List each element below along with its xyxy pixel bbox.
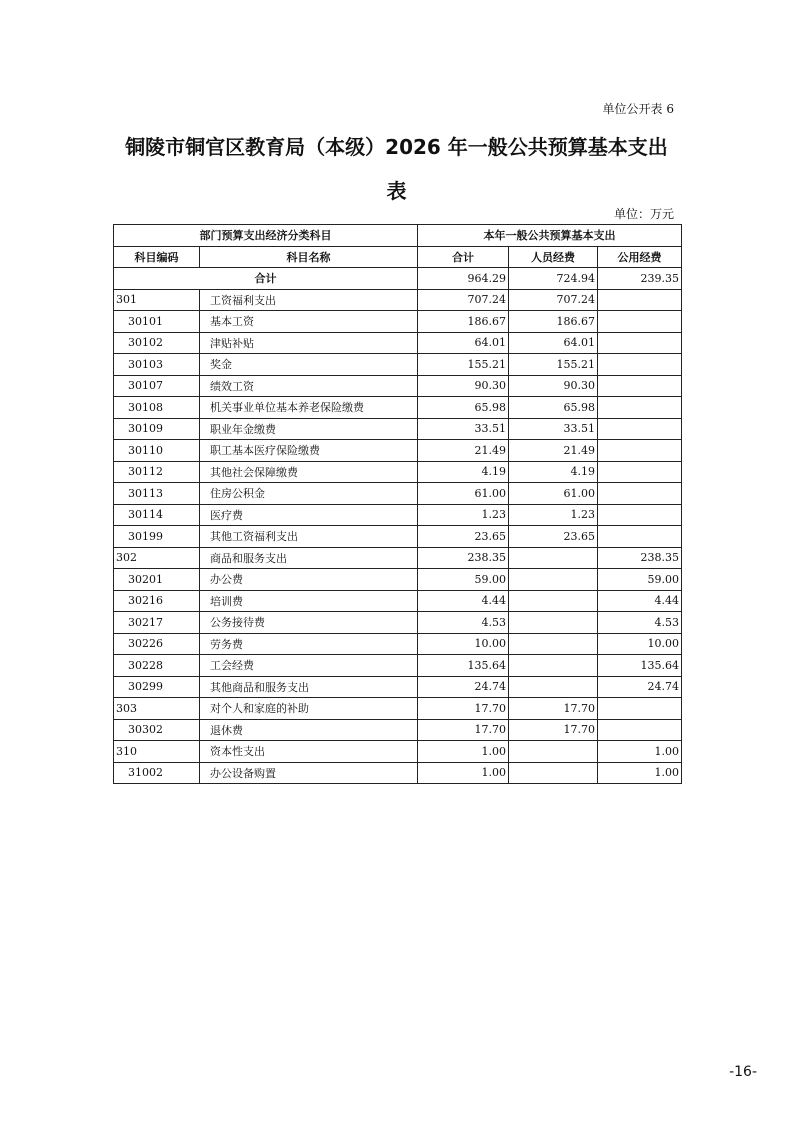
row-code: 30302 [114, 719, 200, 741]
row-name: 工会经费 [200, 655, 418, 677]
row-name: 商品和服务支出 [200, 547, 418, 569]
row-public [598, 719, 682, 741]
row-public [598, 526, 682, 548]
total-amount: 964.29 [418, 268, 509, 290]
row-public [598, 483, 682, 505]
row-code: 30110 [114, 440, 200, 462]
row-code: 30102 [114, 332, 200, 354]
page-number: -16- [729, 1064, 757, 1080]
row-personnel: 21.49 [509, 440, 598, 462]
table-row [114, 483, 682, 505]
row-total: 23.65 [418, 526, 509, 548]
row-name: 基本工资 [200, 311, 418, 333]
row-name: 机关事业单位基本养老保险缴费 [200, 397, 418, 419]
table-row [114, 440, 682, 462]
row-personnel [509, 762, 598, 784]
row-total: 65.98 [418, 397, 509, 419]
row-total: 135.64 [418, 655, 509, 677]
row-public: 1.00 [598, 741, 682, 763]
table-row [114, 418, 682, 440]
row-name: 医疗费 [200, 504, 418, 526]
row-code: 30113 [114, 483, 200, 505]
row-public [598, 418, 682, 440]
row-public: 238.35 [598, 547, 682, 569]
row-public [598, 354, 682, 376]
table-row [114, 698, 682, 720]
row-public [598, 375, 682, 397]
row-personnel [509, 590, 598, 612]
row-name: 住房公积金 [200, 483, 418, 505]
total-label: 合计 [114, 268, 418, 290]
row-public: 1.00 [598, 762, 682, 784]
row-total: 10.00 [418, 633, 509, 655]
row-personnel: 4.19 [509, 461, 598, 483]
row-name: 绩效工资 [200, 375, 418, 397]
row-total: 17.70 [418, 719, 509, 741]
table-row [114, 590, 682, 612]
row-personnel: 155.21 [509, 354, 598, 376]
row-personnel: 61.00 [509, 483, 598, 505]
table-row [114, 547, 682, 569]
row-code: 30101 [114, 311, 200, 333]
row-public: 135.64 [598, 655, 682, 677]
row-name: 退休费 [200, 719, 418, 741]
row-total: 4.19 [418, 461, 509, 483]
row-name: 办公设备购置 [200, 762, 418, 784]
row-total: 1.23 [418, 504, 509, 526]
row-total: 155.21 [418, 354, 509, 376]
row-code: 301 [114, 289, 200, 311]
row-name: 对个人和家庭的补助 [200, 698, 418, 720]
table-row [114, 375, 682, 397]
total-personnel: 724.94 [509, 268, 598, 290]
row-total: 33.51 [418, 418, 509, 440]
title-line-1: 铜陵市铜官区教育局（本级）2026 年一般公共预算基本支出 [125, 135, 668, 159]
row-code: 30201 [114, 569, 200, 591]
row-total: 17.70 [418, 698, 509, 720]
row-code: 30103 [114, 354, 200, 376]
row-name: 津贴补贴 [200, 332, 418, 354]
row-code: 30108 [114, 397, 200, 419]
row-total: 61.00 [418, 483, 509, 505]
group-header-expenditure: 本年一般公共预算基本支出 [418, 225, 682, 247]
table-row [114, 526, 682, 548]
header-group-row [114, 225, 682, 247]
row-public: 24.74 [598, 676, 682, 698]
row-personnel: 17.70 [509, 719, 598, 741]
table-row [114, 612, 682, 634]
row-code: 302 [114, 547, 200, 569]
row-personnel: 23.65 [509, 526, 598, 548]
table-row [114, 504, 682, 526]
row-total: 59.00 [418, 569, 509, 591]
row-public [598, 698, 682, 720]
page-title [100, 125, 693, 213]
header-column-row [114, 246, 682, 268]
group-header-classification: 部门预算支出经济分类科目 [114, 225, 418, 247]
table-row [114, 289, 682, 311]
col-header-name: 科目名称 [200, 246, 418, 268]
row-code: 30216 [114, 590, 200, 612]
unit-label: 单位：万元 [613, 207, 674, 221]
row-code: 310 [114, 741, 200, 763]
col-header-personnel: 人员经费 [509, 246, 598, 268]
row-public [598, 397, 682, 419]
row-code: 30109 [114, 418, 200, 440]
row-code: 30199 [114, 526, 200, 548]
row-public [598, 440, 682, 462]
row-total: 238.35 [418, 547, 509, 569]
row-public [598, 461, 682, 483]
row-name: 公务接待费 [200, 612, 418, 634]
row-personnel: 90.30 [509, 375, 598, 397]
row-public [598, 311, 682, 333]
row-total: 21.49 [418, 440, 509, 462]
row-personnel: 186.67 [509, 311, 598, 333]
table-row [114, 332, 682, 354]
row-public: 59.00 [598, 569, 682, 591]
row-total: 24.74 [418, 676, 509, 698]
total-row [114, 268, 682, 290]
table-row [114, 397, 682, 419]
row-code: 303 [114, 698, 200, 720]
row-personnel: 17.70 [509, 698, 598, 720]
col-header-public: 公用经费 [598, 246, 682, 268]
row-code: 30226 [114, 633, 200, 655]
row-personnel: 65.98 [509, 397, 598, 419]
row-personnel: 1.23 [509, 504, 598, 526]
row-name: 其他社会保障缴费 [200, 461, 418, 483]
row-code: 30217 [114, 612, 200, 634]
row-code: 30228 [114, 655, 200, 677]
row-code: 30114 [114, 504, 200, 526]
row-code: 30107 [114, 375, 200, 397]
row-total: 1.00 [418, 741, 509, 763]
row-personnel: 707.24 [509, 289, 598, 311]
total-public: 239.35 [598, 268, 682, 290]
row-personnel: 64.01 [509, 332, 598, 354]
table-row [114, 461, 682, 483]
table-row [114, 311, 682, 333]
row-total: 90.30 [418, 375, 509, 397]
table-row [114, 633, 682, 655]
row-name: 办公费 [200, 569, 418, 591]
table-row [114, 676, 682, 698]
row-personnel [509, 612, 598, 634]
row-code: 31002 [114, 762, 200, 784]
row-code: 30299 [114, 676, 200, 698]
table-row [114, 655, 682, 677]
table-number-tag: 单位公开表 6 [602, 102, 674, 116]
row-personnel: 33.51 [509, 418, 598, 440]
row-public [598, 289, 682, 311]
row-personnel [509, 676, 598, 698]
row-name: 奖金 [200, 354, 418, 376]
row-total: 4.53 [418, 612, 509, 634]
row-total: 186.67 [418, 311, 509, 333]
row-name: 培训费 [200, 590, 418, 612]
table-row [114, 762, 682, 784]
table-row [114, 354, 682, 376]
row-total: 64.01 [418, 332, 509, 354]
row-personnel [509, 655, 598, 677]
row-name: 工资福利支出 [200, 289, 418, 311]
table-row [114, 741, 682, 763]
row-code: 30112 [114, 461, 200, 483]
row-total: 707.24 [418, 289, 509, 311]
row-name: 资本性支出 [200, 741, 418, 763]
budget-table [113, 224, 682, 784]
row-name: 职业年金缴费 [200, 418, 418, 440]
row-personnel [509, 633, 598, 655]
col-header-total: 合计 [418, 246, 509, 268]
row-total: 1.00 [418, 762, 509, 784]
table-row [114, 569, 682, 591]
row-total: 4.44 [418, 590, 509, 612]
row-public: 4.53 [598, 612, 682, 634]
row-public: 4.44 [598, 590, 682, 612]
row-public [598, 504, 682, 526]
row-name: 其他商品和服务支出 [200, 676, 418, 698]
row-personnel [509, 569, 598, 591]
row-name: 劳务费 [200, 633, 418, 655]
title-line-2: 表 [386, 179, 407, 203]
row-name: 职工基本医疗保险缴费 [200, 440, 418, 462]
row-public [598, 332, 682, 354]
row-personnel [509, 741, 598, 763]
col-header-code: 科目编码 [114, 246, 200, 268]
row-name: 其他工资福利支出 [200, 526, 418, 548]
row-public: 10.00 [598, 633, 682, 655]
table-row [114, 719, 682, 741]
row-personnel [509, 547, 598, 569]
